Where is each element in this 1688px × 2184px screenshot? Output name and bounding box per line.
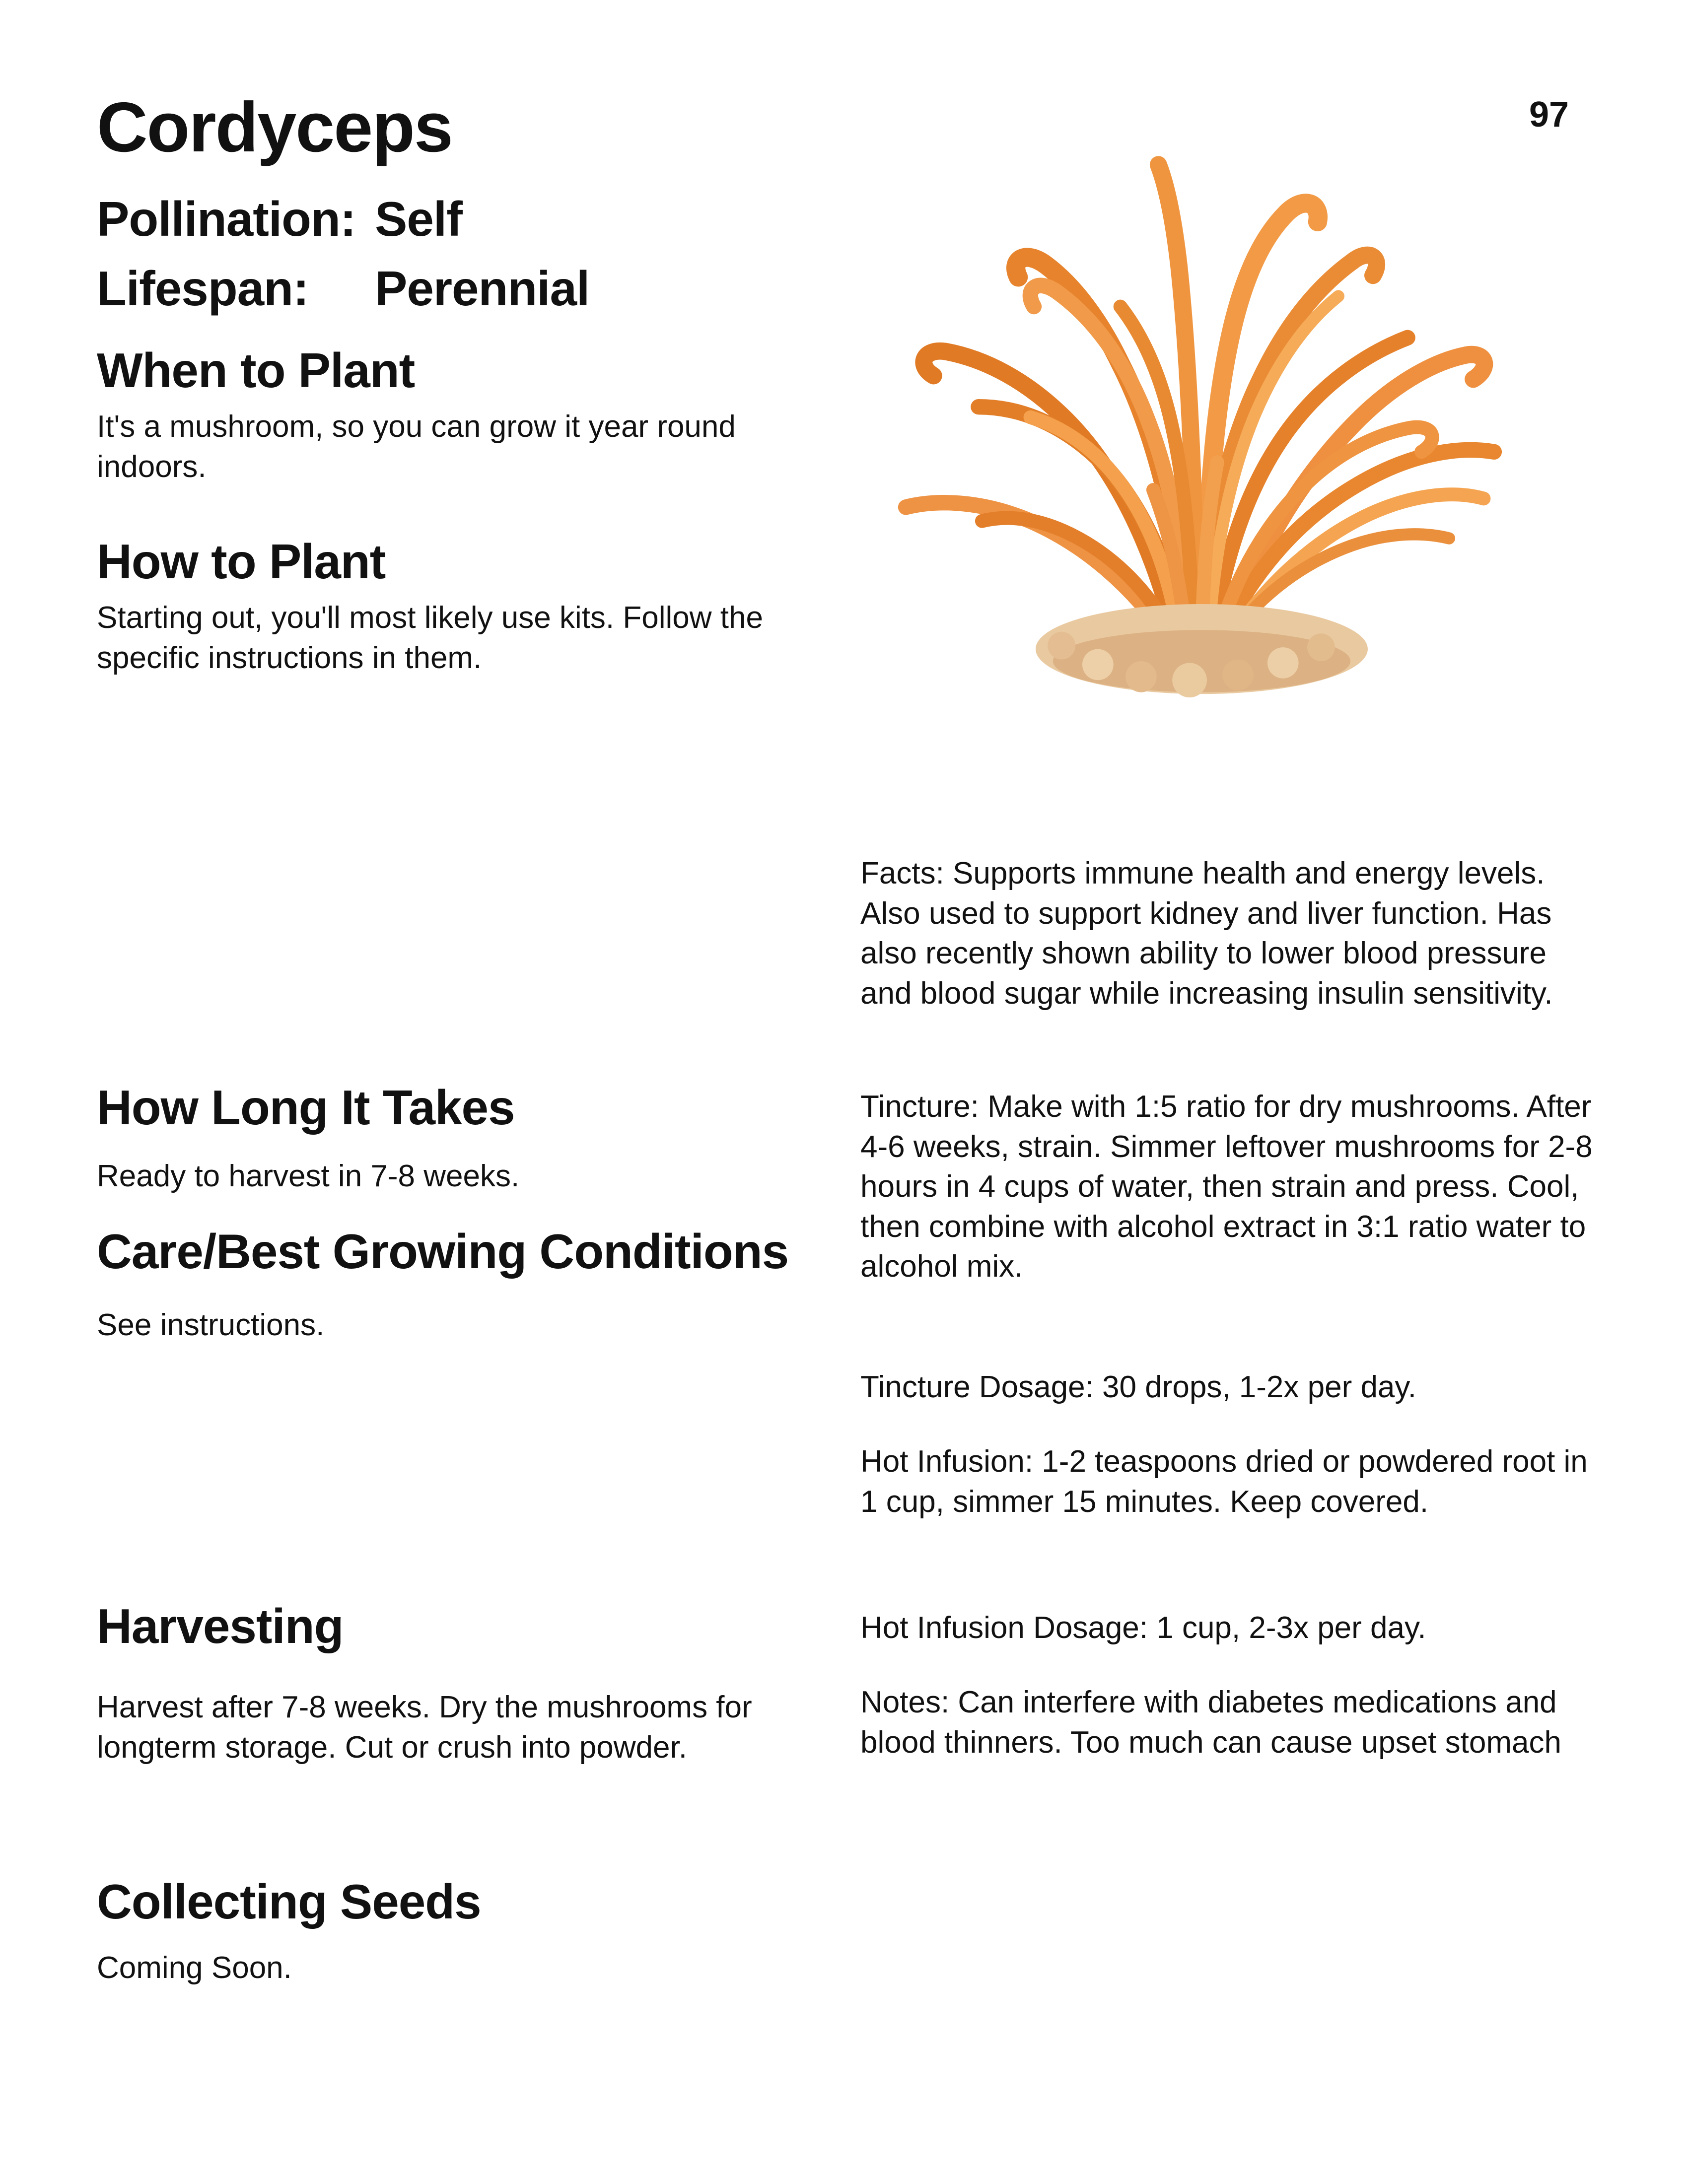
tincture-paragraph: Tincture: Make with 1:5 ratio for dry mushrooms. After 4-6 weeks, strain. Simmer leftover mushrooms for 2-8 hours in 4 cups of water, then strain and press. Cool, then combine with alcohol extract in 3:1 ratio water to alcohol mix. [860, 1090, 1593, 1284]
pollination-value: Self [375, 192, 462, 246]
cordyceps-mushrooms-photo [844, 144, 1549, 715]
body-how-to-plant: Starting out, you'll most likely use kits. Follow the specific instructions in them. [97, 601, 763, 675]
hot-infusion-paragraph: Hot Infusion: 1-2 teaspoons dried or powdered root in 1 cup, simmer 15 minutes. Keep covered. [860, 1444, 1588, 1519]
body-collecting-seeds: Coming Soon. [97, 1951, 292, 1985]
pollination-label: Pollination: [97, 192, 356, 246]
heading-collecting-seeds: Collecting Seeds [97, 1874, 481, 1929]
pollination-line [97, 191, 462, 247]
heading-harvesting: Harvesting [97, 1599, 344, 1653]
notes-paragraph: Notes: Can interfere with diabetes medications and blood thinners. Too much can cause upset stomach [860, 1685, 1561, 1760]
heading-when-to-plant: When to Plant [97, 343, 415, 398]
body-how-long-it-takes: Ready to harvest in 7-8 weeks. [97, 1159, 520, 1193]
page-number: 97 [1529, 95, 1569, 135]
cordyceps-illustration [844, 144, 1549, 715]
body-care-best-growing-conditions: See instructions. [97, 1308, 325, 1342]
page-title: Cordyceps [97, 88, 452, 167]
lifespan-value: Perennial [375, 261, 590, 316]
body-when-to-plant: It's a mushroom, so you can grow it year round indoors. [97, 410, 736, 484]
heading-how-long-it-takes: How Long It Takes [97, 1080, 515, 1135]
heading-how-to-plant: How to Plant [97, 534, 386, 589]
body-harvesting: Harvest after 7-8 weeks. Dry the mushrooms for longterm storage. Cut or crush into powder. [97, 1690, 752, 1765]
lifespan-line [97, 261, 589, 317]
lifespan-label: Lifespan: [97, 261, 309, 316]
tincture-dosage-paragraph: Tincture Dosage: 30 drops, 1-2x per day. [860, 1370, 1417, 1404]
facts-paragraph: Facts: Supports immune health and energy levels. Also used to support kidney and liver function. Has also recently shown ability to lower blood pressure and blood sugar while increasing insulin sensitivity. [860, 856, 1553, 1011]
hot-infusion-dosage-paragraph: Hot Infusion Dosage: 1 cup, 2-3x per day. [860, 1611, 1426, 1645]
heading-care-best-growing-conditions: Care/Best Growing Conditions [97, 1224, 789, 1279]
